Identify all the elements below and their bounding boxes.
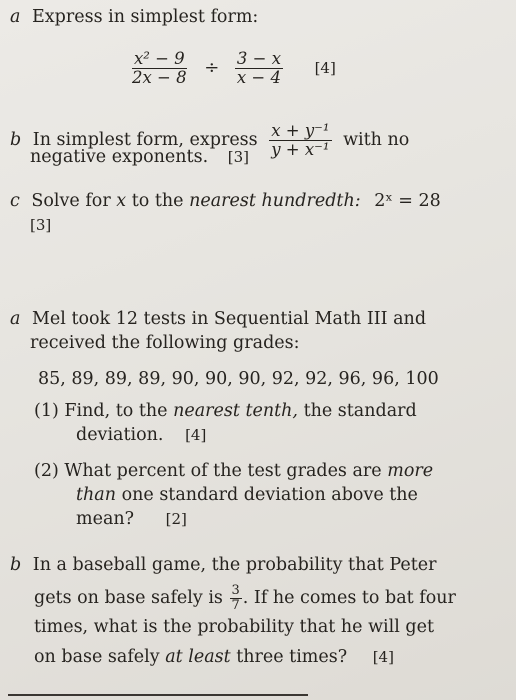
question-text: three times? [236, 647, 348, 667]
emphasis-text: nearest hundredth: [189, 191, 361, 211]
part-label: a [10, 7, 21, 27]
grades-list [38, 368, 439, 390]
question-text: the standard [303, 401, 417, 421]
fraction-numerator: x + y⁻¹ [271, 121, 330, 140]
fraction-expression [269, 122, 331, 159]
equation: 2ˣ = 28 [374, 191, 441, 211]
part-label: a [10, 309, 21, 329]
divide-operator: ÷ [204, 57, 220, 78]
fraction-denominator: y + x⁻¹ [271, 140, 330, 159]
points-badge: [4] [185, 426, 207, 444]
question-text: on base safely [34, 647, 160, 667]
points-badge: [2] [165, 510, 187, 528]
subquestion-1-line2 [76, 424, 206, 446]
question-text: . If he comes to bat four [242, 588, 456, 608]
question-text: In a baseball game, the probability that Peter [32, 555, 437, 575]
question-text: Mel took 12 tests in Sequential Math III and [32, 309, 427, 329]
variable-x: x [116, 191, 127, 211]
part-label: b [10, 555, 22, 575]
question-text: to the [131, 191, 184, 211]
question-b2-line1 [10, 554, 436, 576]
question-a2-line2 [30, 332, 300, 354]
grades-text: 85, 89, 89, 89, 90, 90, 90, 92, 92, 96, 96, 100 [38, 369, 439, 389]
points-badge: [4] [372, 648, 394, 666]
question-text: In simplest form, express [32, 130, 258, 150]
question-a1-prompt [10, 6, 258, 28]
fraction-1 [130, 50, 189, 87]
question-c1 [10, 190, 441, 212]
points-badge: [4] [314, 59, 336, 77]
subquestion-2-line3 [76, 508, 187, 530]
subquestion-1-line1 [34, 400, 417, 422]
emphasis-text: more [387, 461, 434, 481]
question-text: one standard deviation above the [121, 485, 418, 505]
emphasis-text: at least [165, 647, 231, 667]
question-b2-line2 [34, 584, 456, 613]
subquestion-number: (1) [34, 401, 59, 421]
emphasis-text: than [76, 485, 117, 505]
subquestion-2-line1 [34, 460, 433, 482]
bottom-divider [8, 694, 308, 696]
prompt-text: Express in simplest form: [32, 7, 259, 27]
subquestion-2-line2 [76, 484, 418, 506]
question-b2-line3 [34, 616, 434, 638]
question-c1-points [30, 214, 51, 236]
probability-numerator: 3 [231, 583, 240, 598]
question-a2-line1 [10, 308, 426, 330]
question-text: Solve for [31, 191, 111, 211]
points-badge: [3] [227, 148, 249, 166]
question-b2-line4 [34, 646, 394, 668]
question-text: Find, to the [64, 401, 168, 421]
question-text: times, what is the probability that he will get [34, 617, 434, 637]
question-text: mean? [76, 509, 135, 529]
fraction-2 [235, 50, 283, 87]
part-label: b [10, 130, 22, 150]
fraction-1-numerator: x² − 9 [133, 49, 185, 68]
subquestion-number: (2) [34, 461, 59, 481]
question-a1-expression [130, 50, 336, 87]
question-text: received the following grades: [30, 333, 300, 353]
question-text: What percent of the test grades are [64, 461, 382, 481]
part-label: c [10, 191, 20, 211]
emphasis-text: nearest tenth, [173, 401, 298, 421]
question-text: with no [343, 130, 410, 150]
fraction-2-denominator: x − 4 [236, 68, 281, 87]
fraction-1-denominator: 2x − 8 [132, 68, 187, 87]
points-badge: [3] [30, 216, 52, 234]
probability-denominator: 7 [231, 598, 240, 613]
fraction-2-numerator: 3 − x [236, 49, 281, 68]
probability-fraction [230, 584, 242, 613]
question-text: gets on base safely is [34, 588, 223, 608]
question-b1-line2 [30, 146, 249, 168]
question-text: negative exponents. [30, 147, 209, 167]
question-text: deviation. [76, 425, 164, 445]
